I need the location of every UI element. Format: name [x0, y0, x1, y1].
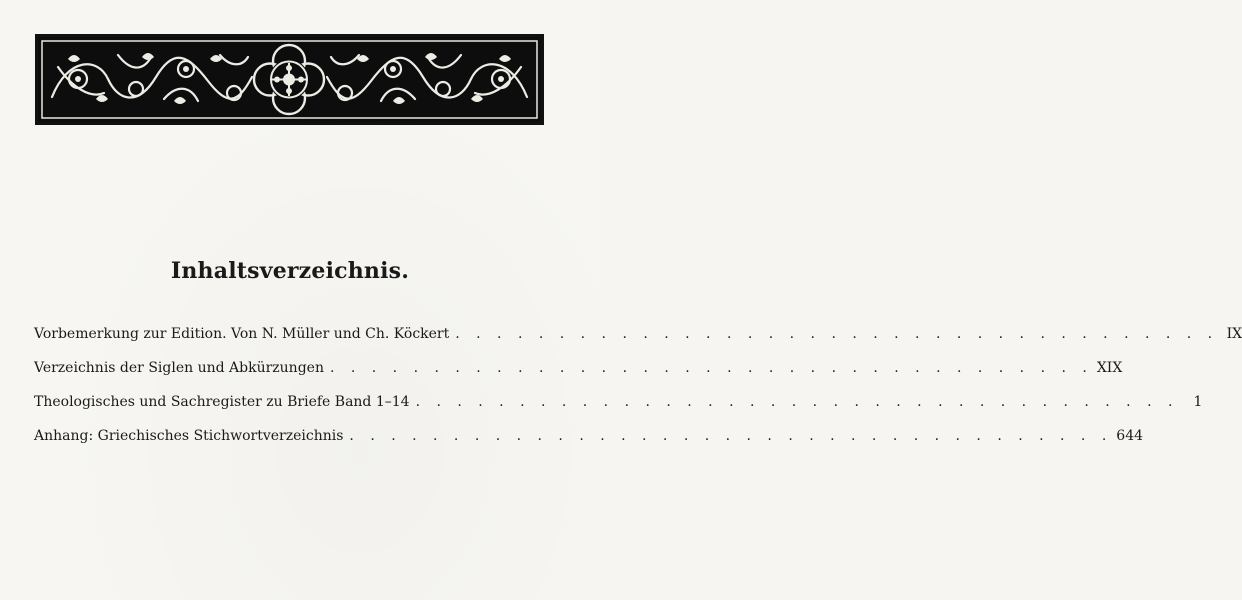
toc-leader-dots: . . . . . . . . . . . . . . . . . . . . . . . . . . . . . . . . . . . . .: [349, 428, 1113, 444]
table-of-contents: [34, 326, 1242, 462]
toc-page-number: 644: [1116, 428, 1144, 444]
ornamental-header-icon: [35, 34, 544, 125]
toc-entry-label: Verzeichnis der Siglen und Abkürzungen: [34, 360, 324, 376]
toc-page-number: XIX: [1096, 360, 1123, 376]
toc-entry[interactable]: [34, 394, 1203, 428]
toc-page-number: IX: [1226, 326, 1242, 342]
page-title: Inhaltsverzeichnis.: [170, 258, 410, 284]
toc-entry-label: Theologisches und Sachregister zu Briefe Band 1–14: [34, 394, 410, 410]
toc-leader-dots: . . . . . . . . . . . . . . . . . . . . . . . . . . . . . . . . . . . . .: [329, 360, 1093, 376]
toc-leader-dots: . . . . . . . . . . . . . . . . . . . . . . . . . . . . . . . . . . . . .: [455, 326, 1219, 342]
toc-entry-label: Anhang: Griechisches Stichwortverzeichnis: [34, 428, 344, 444]
toc-entry[interactable]: [34, 326, 1242, 360]
toc-page-number: 1: [1193, 394, 1203, 410]
toc-entry[interactable]: [34, 360, 1123, 394]
toc-entry[interactable]: [34, 428, 1144, 462]
toc-leader-dots: . . . . . . . . . . . . . . . . . . . . . . . . . . . . . . . . . . . . .: [415, 394, 1179, 410]
toc-entry-label: Vorbemerkung zur Edition. Von N. Müller und Ch. Köckert: [34, 326, 450, 342]
